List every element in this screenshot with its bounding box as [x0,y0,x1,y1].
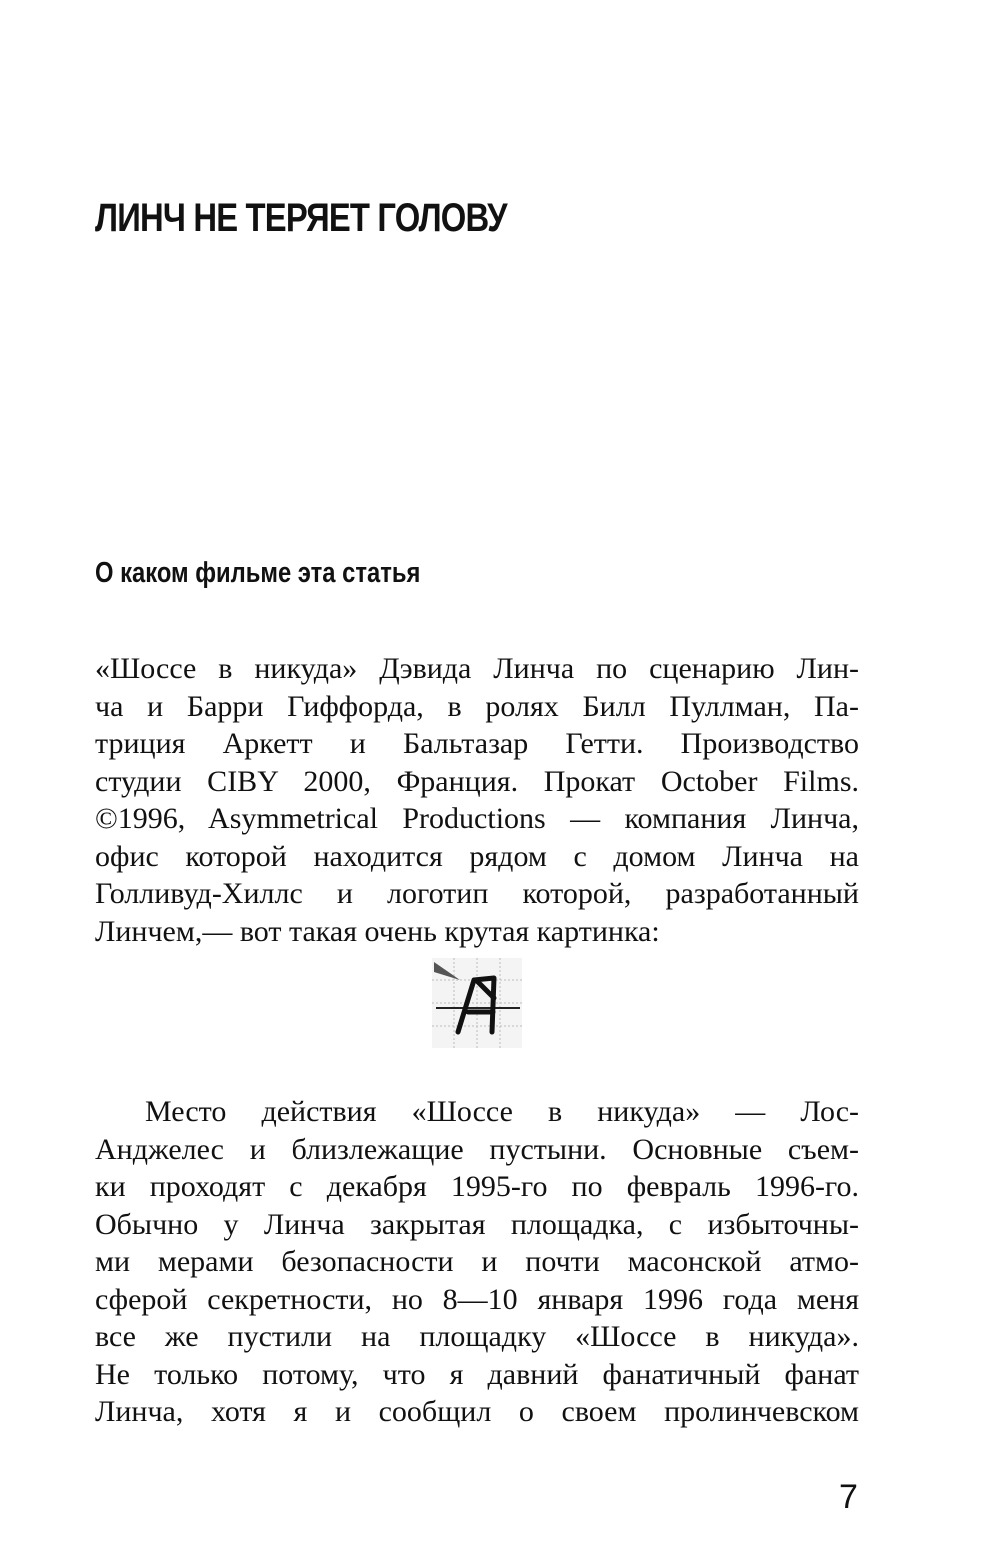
text-line: Место действия «Шоссе в никуда» — Лос- [145,1095,859,1128]
text-line: Анджелес и близлежащие пустыни. Основные съем- [95,1132,859,1166]
asymmetrical-productions-logo [432,958,522,1048]
chapter-title: ЛИНЧ НЕ ТЕРЯЕТ ГОЛОВУ [95,196,507,240]
text-line: ©1996, Asymmetrical Productions — компания Линча, [95,802,859,835]
text-line: студии CIBY 2000, Франция. Прокат October Films. [95,764,859,798]
text-line: Голливуд-Хиллс и логотип которой, разработанный [95,877,859,910]
text-line: «Шоссе в никуда» Дэвида Линча по сценарию Лин- [95,652,859,685]
text-line: офис которой находится рядом с домом Линча на [95,839,859,873]
text-line: сферой секретности, но 8—10 января 1996 года меня [95,1282,859,1316]
paragraph-setting [95,1093,859,1431]
text-line: Линча, хотя я и сообщил о своем пролинчевском [95,1395,859,1428]
text-line: ча и Барри Гиффорда, в ролях Билл Пуллман, Па- [95,689,859,723]
text-line: ми мерами безопасности и почти масонской атмо- [95,1245,859,1278]
text-line: все же пустили на площадку «Шоссе в никуда». [95,1320,859,1353]
text-line: Обычно у Линча закрытая площадка, с избыточны- [95,1207,859,1241]
text-line: Линчем,— вот такая очень крутая картинка: [95,914,660,948]
text-line: Не только потому, что я давний фанатичный фанат [95,1357,859,1391]
page-number: 7 [839,1478,858,1516]
section-heading: О каком фильме эта статья [95,557,421,589]
paragraph-film-info [95,650,859,950]
text-line: триция Аркетт и Бальтазар Гетти. Производство [95,727,859,760]
text-line: ки проходят с декабря 1995-го по февраль 1996-го. [95,1170,859,1203]
